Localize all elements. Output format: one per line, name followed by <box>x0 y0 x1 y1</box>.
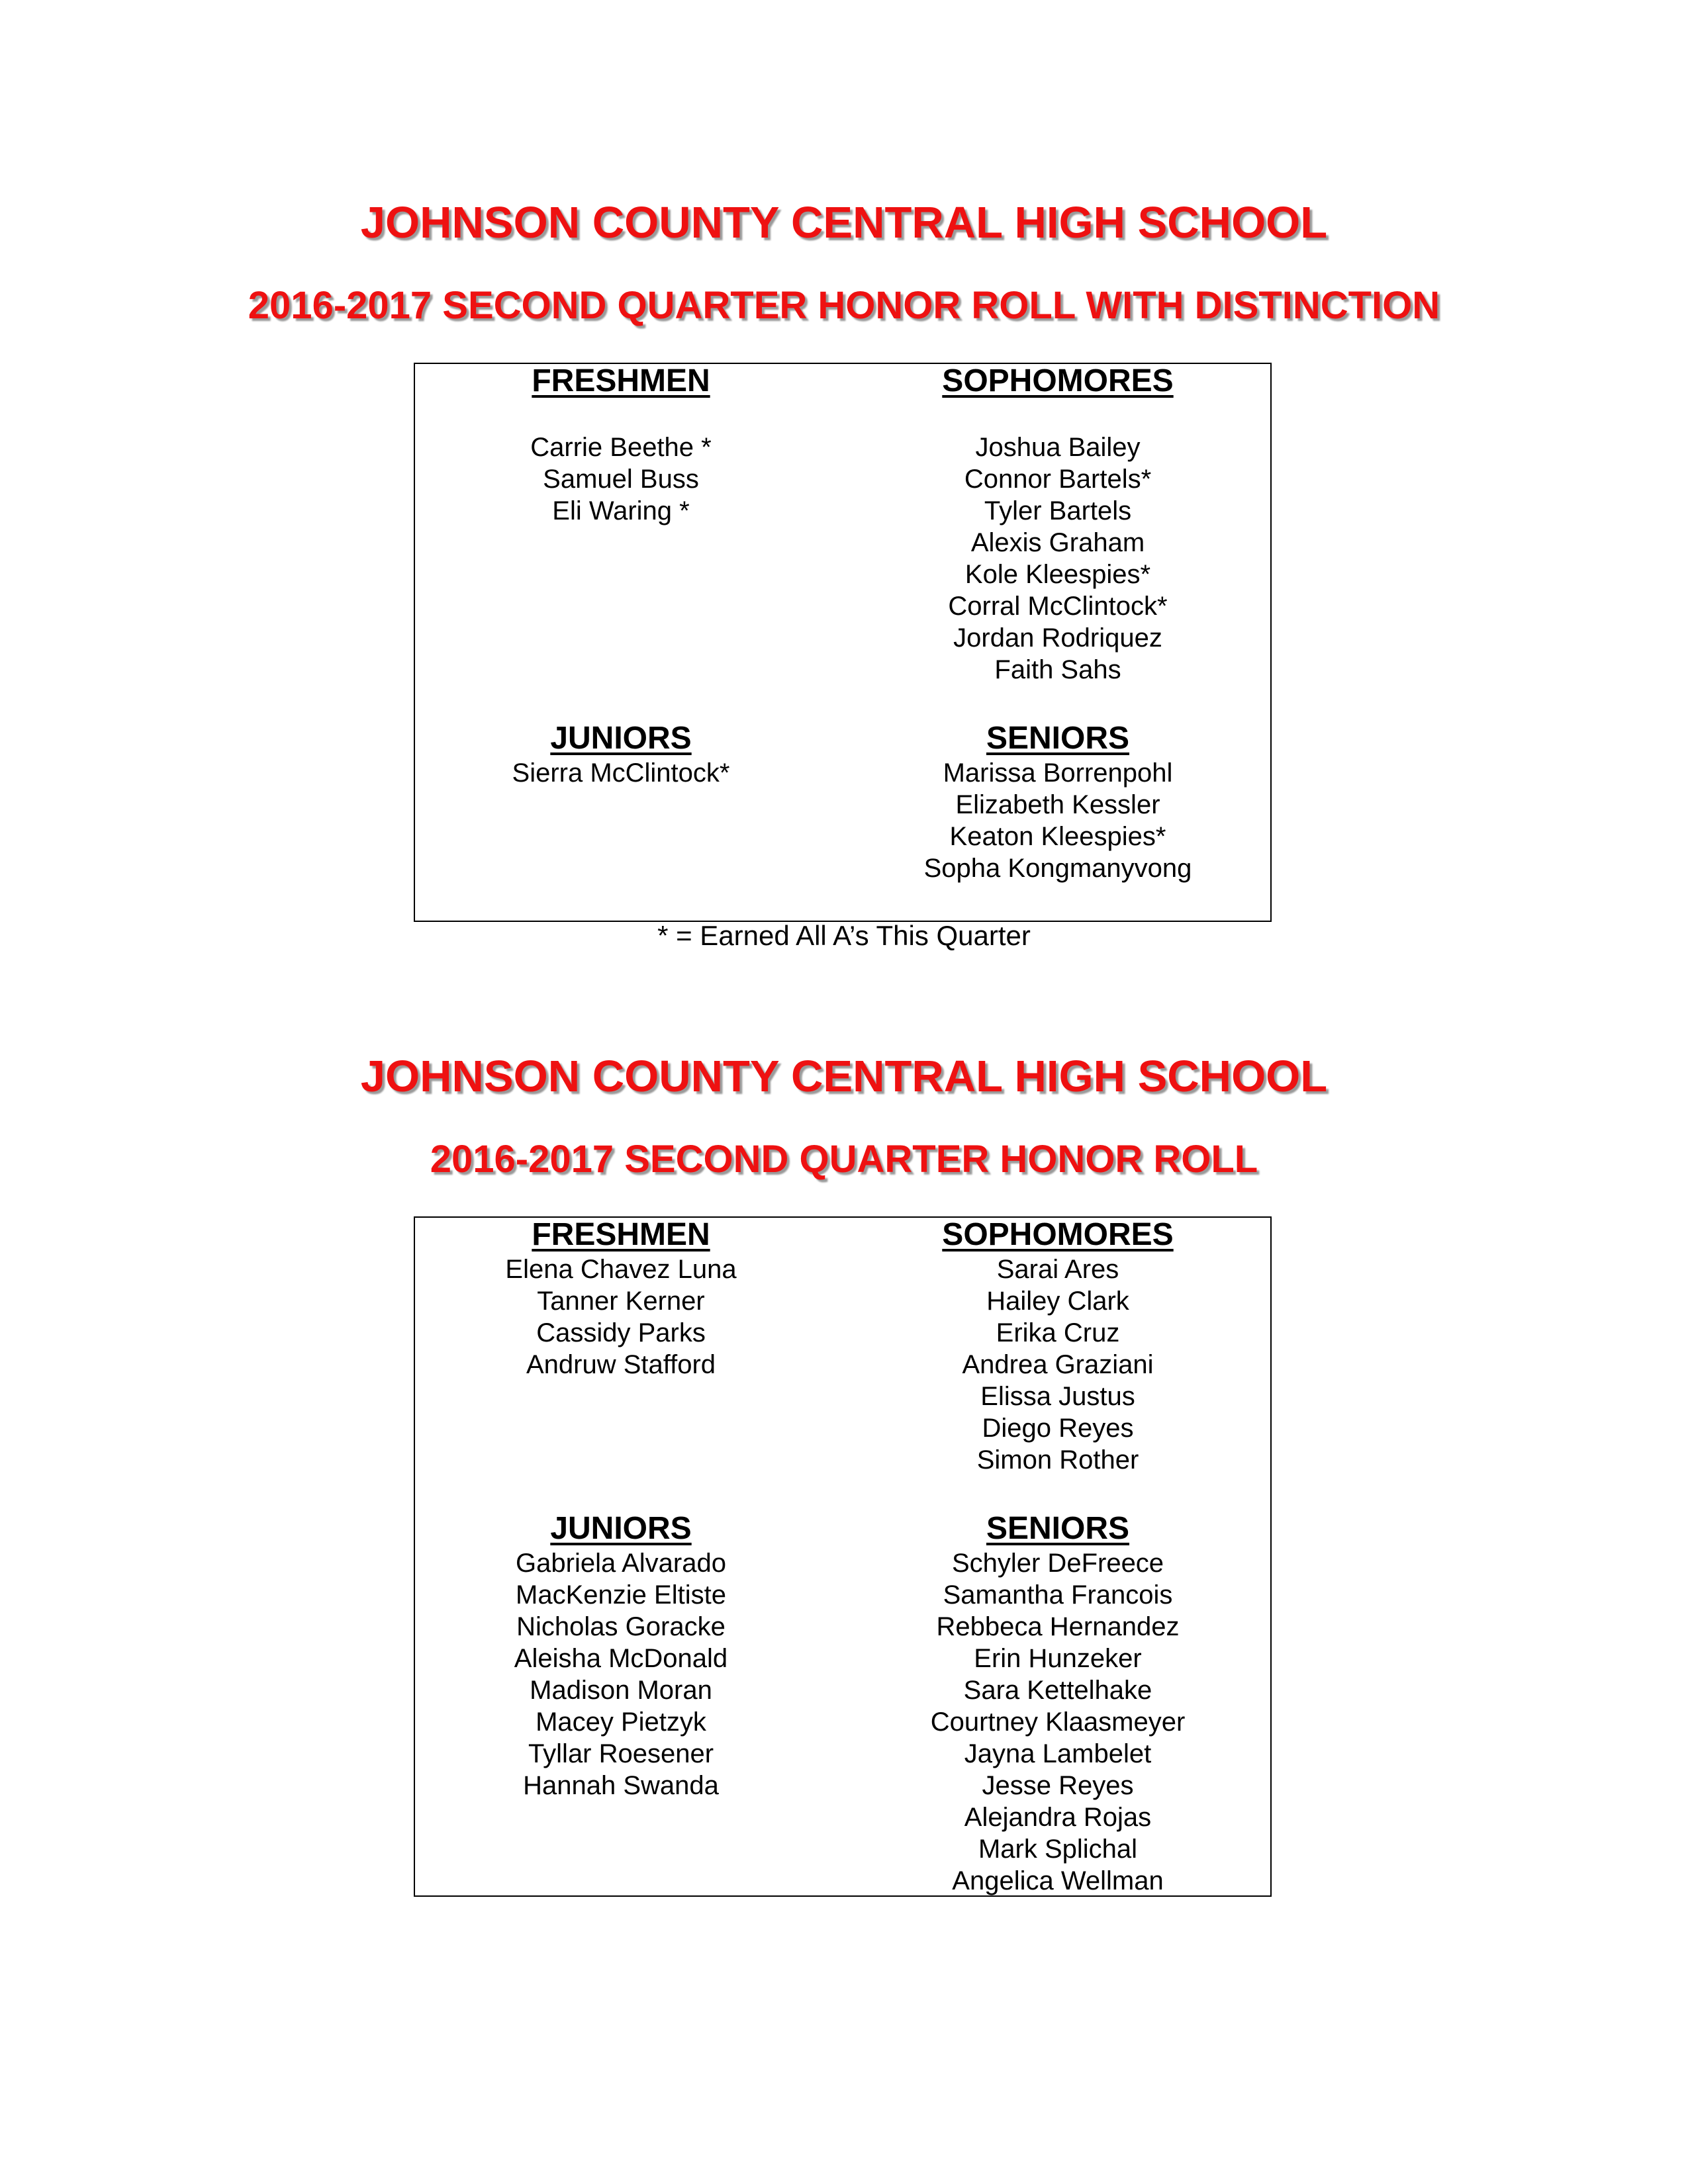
honor-roll-seniors-heading: SENIORS <box>986 1511 1130 1546</box>
student-name: Tyllar Roesener <box>528 1739 714 1768</box>
student-name: Jesse Reyes <box>982 1771 1134 1800</box>
student-name: Jordan Rodriquez <box>953 623 1162 653</box>
honor-roll-freshmen-heading: FRESHMEN <box>532 1217 710 1252</box>
student-name: Joshua Bailey <box>975 433 1141 462</box>
distinction-juniors-heading: JUNIORS <box>550 721 692 756</box>
student-name: Erika Cruz <box>996 1318 1120 1347</box>
student-name: Sierra McClintock* <box>512 758 730 788</box>
distinction-freshmen-heading: FRESHMEN <box>532 363 710 398</box>
honor-roll-school-title: JOHNSON COUNTY CENTRAL HIGH SCHOOL <box>360 1052 1328 1101</box>
honor-roll-sophomores-heading: SOPHOMORES <box>942 1217 1174 1252</box>
student-name: Diego Reyes <box>982 1414 1134 1443</box>
honor-roll-subtitle: 2016-2017 SECOND QUARTER HONOR ROLL <box>430 1138 1258 1181</box>
student-name: Schyler DeFreece <box>951 1549 1164 1578</box>
student-name: Aleisha McDonald <box>514 1644 728 1673</box>
honor-roll-juniors-heading: JUNIORS <box>550 1511 692 1546</box>
student-name: Jayna Lambelet <box>964 1739 1152 1768</box>
distinction-footnote: * = Earned All A’s This Quarter <box>657 920 1031 951</box>
student-name: Alejandra Rojas <box>964 1803 1152 1832</box>
distinction-freshmen-list <box>416 432 826 527</box>
student-name: Tyler Bartels <box>984 496 1132 525</box>
student-name: Andrea Graziani <box>962 1350 1154 1379</box>
student-name: Elizabeth Kessler <box>955 790 1160 819</box>
student-name: Mark Splichal <box>978 1835 1138 1864</box>
student-name: Corral McClintock* <box>948 592 1168 621</box>
student-name: Hannah Swanda <box>523 1771 719 1800</box>
student-name: Samuel Buss <box>543 465 699 494</box>
student-name: Faith Sahs <box>994 655 1121 684</box>
student-name: Sopha Kongmanyvong <box>923 854 1192 883</box>
honor-roll-freshmen-list <box>416 1253 826 1381</box>
honor-roll-seniors-list <box>853 1547 1263 1897</box>
student-name: Elissa Justus <box>980 1382 1135 1411</box>
honor-roll-freshmen-column <box>416 1216 826 1381</box>
distinction-juniors-list <box>416 757 826 789</box>
student-name: Cassidy Parks <box>536 1318 706 1347</box>
distinction-seniors-list <box>853 757 1263 884</box>
student-name: Andruw Stafford <box>526 1350 716 1379</box>
student-name: Courtney Klaasmeyer <box>930 1707 1186 1737</box>
student-name: Tanner Kerner <box>537 1287 705 1316</box>
student-name: Elena Chavez Luna <box>505 1255 737 1284</box>
distinction-seniors-heading: SENIORS <box>986 721 1130 756</box>
distinction-school-title: JOHNSON COUNTY CENTRAL HIGH SCHOOL <box>360 198 1328 248</box>
student-name: Eli Waring * <box>552 496 690 525</box>
student-name: Marissa Borrenpohl <box>943 758 1173 788</box>
student-name: Alexis Graham <box>970 528 1145 557</box>
student-name: Simon Rother <box>976 1445 1139 1475</box>
distinction-seniors-column <box>853 720 1263 884</box>
honor-roll-sophomores-list <box>853 1253 1263 1476</box>
student-name: Sarai Ares <box>996 1255 1119 1284</box>
student-name: Connor Bartels* <box>964 465 1152 494</box>
student-name: Macey Pietzyk <box>536 1707 706 1737</box>
student-name: MacKenzie Eltiste <box>516 1580 726 1610</box>
student-name: Angelica Wellman <box>952 1866 1164 1895</box>
distinction-sophomores-heading: SOPHOMORES <box>942 363 1174 398</box>
student-name: Madison Moran <box>530 1676 712 1705</box>
student-name: Hailey Clark <box>986 1287 1129 1316</box>
distinction-freshmen-column <box>416 363 826 527</box>
honor-roll-seniors-column <box>853 1510 1263 1897</box>
honor-roll-juniors-list <box>416 1547 826 1801</box>
student-name: Erin Hunzeker <box>974 1644 1142 1673</box>
student-name: Kole Kleespies* <box>964 560 1151 589</box>
student-name: Nicholas Goracke <box>516 1612 726 1641</box>
student-name: Rebbeca Hernandez <box>936 1612 1180 1641</box>
student-name: Carrie Beethe * <box>530 433 712 462</box>
distinction-sophomores-list <box>853 432 1263 686</box>
honor-roll-sophomores-column <box>853 1216 1263 1476</box>
distinction-juniors-column <box>416 720 826 789</box>
distinction-sophomores-column <box>853 363 1263 686</box>
student-name: Keaton Kleespies* <box>949 822 1166 851</box>
honor-roll-juniors-column <box>416 1510 826 1801</box>
student-name: Sara Kettelhake <box>963 1676 1152 1705</box>
student-name: Gabriela Alvarado <box>516 1549 726 1578</box>
distinction-subtitle: 2016-2017 SECOND QUARTER HONOR ROLL WITH DISTINCTION <box>248 284 1440 327</box>
student-name: Samantha Francois <box>943 1580 1173 1610</box>
